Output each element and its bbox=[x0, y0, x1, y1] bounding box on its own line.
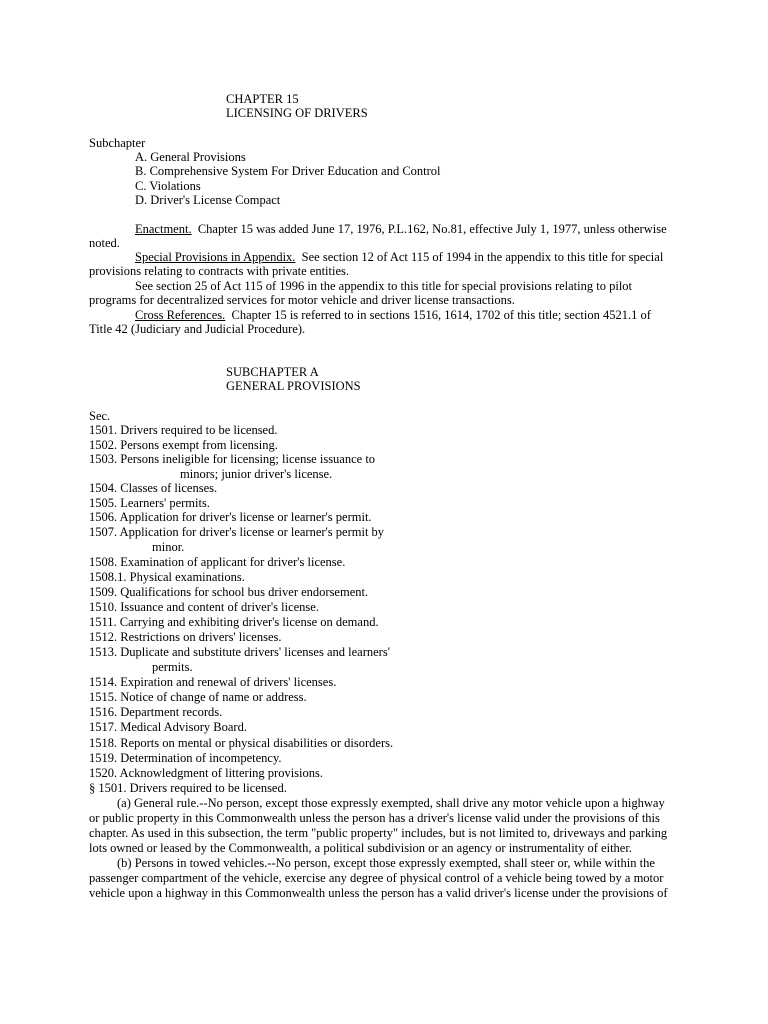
toc-entry-1502: 1502. Persons exempt from licensing. bbox=[89, 438, 278, 452]
toc-entry-1519: 1519. Determination of incompetency. bbox=[89, 751, 282, 765]
section-1501-heading: § 1501. Drivers required to be licensed. bbox=[89, 781, 287, 795]
toc-entry-1513-cont: permits. bbox=[152, 660, 193, 674]
subchapter-a-title: GENERAL PROVISIONS bbox=[226, 379, 361, 393]
toc-entry-1513: 1513. Duplicate and substitute drivers' licenses and learners' bbox=[89, 645, 390, 659]
special-provisions-note bbox=[135, 250, 663, 264]
toc-entry-1508-1: 1508.1. Physical examinations. bbox=[89, 570, 245, 584]
toc-heading: Sec. bbox=[89, 409, 111, 423]
section-1501-b-line3: vehicle upon a highway in this Commonwealth unless the person has a valid driver's license under the provisions of bbox=[89, 886, 668, 900]
see-section-note-cont: programs for decentralized services for motor vehicle and driver license transactions. bbox=[89, 293, 515, 307]
subchapter-item-d: D. Driver's License Compact bbox=[135, 193, 281, 207]
section-1501-b-line2: passenger compartment of the vehicle, exercise any degree of physical control of a vehicle being towed by a motor bbox=[89, 871, 664, 885]
subchapter-item-a: A. General Provisions bbox=[135, 150, 246, 164]
toc-entry-1517: 1517. Medical Advisory Board. bbox=[89, 720, 247, 734]
section-1501-a-line1: (a) General rule.--No person, except those expressly exempted, shall drive any motor vehicle upon a highway bbox=[117, 796, 665, 810]
toc-entry-1503: 1503. Persons ineligible for licensing; license issuance to bbox=[89, 452, 376, 466]
enactment-text: Chapter 15 was added June 17, 1976, P.L.162, No.81, effective July 1, 1977, unless otherwise bbox=[197, 222, 667, 236]
cross-references-text: Chapter 15 is referred to in sections 1516, 1614, 1702 of this title; section 4521.1 of bbox=[231, 308, 651, 322]
toc-entry-1515: 1515. Notice of change of name or address. bbox=[89, 690, 307, 704]
toc-entry-1505: 1505. Learners' permits. bbox=[89, 496, 210, 510]
subchapter-item-c: C. Violations bbox=[135, 179, 201, 193]
toc-entry-1518: 1518. Reports on mental or physical disabilities or disorders. bbox=[89, 736, 394, 750]
see-section-note: See section 25 of Act 115 of 1996 in the appendix to this title for special provisions relating to pilot bbox=[135, 279, 633, 293]
toc-entry-1503-cont: minors; junior driver's license. bbox=[180, 467, 333, 481]
enactment-label: Enactment. bbox=[135, 222, 192, 236]
cross-references-note bbox=[135, 308, 651, 322]
subchapter-item-b: B. Comprehensive System For Driver Education and Control bbox=[135, 164, 441, 178]
special-provisions-label: Special Provisions in Appendix. bbox=[135, 250, 296, 264]
toc-entry-1514: 1514. Expiration and renewal of drivers' licenses. bbox=[89, 675, 337, 689]
section-1501-a-line3: chapter. As used in this subsection, the term "public property" includes, but is not limited to, driveways and parking bbox=[89, 826, 668, 840]
toc-entry-1508: 1508. Examination of applicant for driver's license. bbox=[89, 555, 346, 569]
toc-entry-1520: 1520. Acknowledgment of littering provisions. bbox=[89, 766, 324, 780]
special-provisions-text-cont: provisions relating to contracts with private entities. bbox=[89, 264, 350, 278]
subchapter-a-number: SUBCHAPTER A bbox=[226, 365, 319, 379]
toc-entry-1507: 1507. Application for driver's license or learner's permit by bbox=[89, 525, 385, 539]
cross-references-text-cont: Title 42 (Judiciary and Judicial Procedure). bbox=[89, 322, 306, 336]
enactment-note bbox=[135, 222, 667, 236]
toc-entry-1501: 1501. Drivers required to be licensed. bbox=[89, 423, 278, 437]
toc-entry-1510: 1510. Issuance and content of driver's license. bbox=[89, 600, 319, 614]
toc-entry-1506: 1506. Application for driver's license or learner's permit. bbox=[89, 510, 372, 524]
enactment-text-cont: noted. bbox=[89, 236, 120, 250]
toc-entry-1511: 1511. Carrying and exhibiting driver's license on demand. bbox=[89, 615, 379, 629]
section-1501-b-line1: (b) Persons in towed vehicles.--No person, except those expressly exempted, shall steer or, while within the bbox=[117, 856, 655, 870]
toc-entry-1507-cont: minor. bbox=[152, 540, 185, 554]
section-1501-a-line4: lots owned or leased by the Commonwealth, a political subdivision or an agency or instrumentality of either. bbox=[89, 841, 632, 855]
toc-entry-1509: 1509. Qualifications for school bus driver endorsement. bbox=[89, 585, 369, 599]
toc-entry-1504: 1504. Classes of licenses. bbox=[89, 481, 218, 495]
toc-entry-1512: 1512. Restrictions on drivers' licenses. bbox=[89, 630, 282, 644]
special-provisions-text: See section 12 of Act 115 of 1994 in the appendix to this title for special bbox=[301, 250, 664, 264]
subchapter-heading: Subchapter bbox=[89, 136, 146, 150]
chapter-title: LICENSING OF DRIVERS bbox=[226, 106, 368, 120]
chapter-number: CHAPTER 15 bbox=[226, 92, 299, 106]
section-1501-a-line2: or public property in this Commonwealth unless the person has a driver's license valid under the provisions of this bbox=[89, 811, 660, 825]
cross-references-label: Cross References. bbox=[135, 308, 226, 322]
toc-entry-1516: 1516. Department records. bbox=[89, 705, 223, 719]
